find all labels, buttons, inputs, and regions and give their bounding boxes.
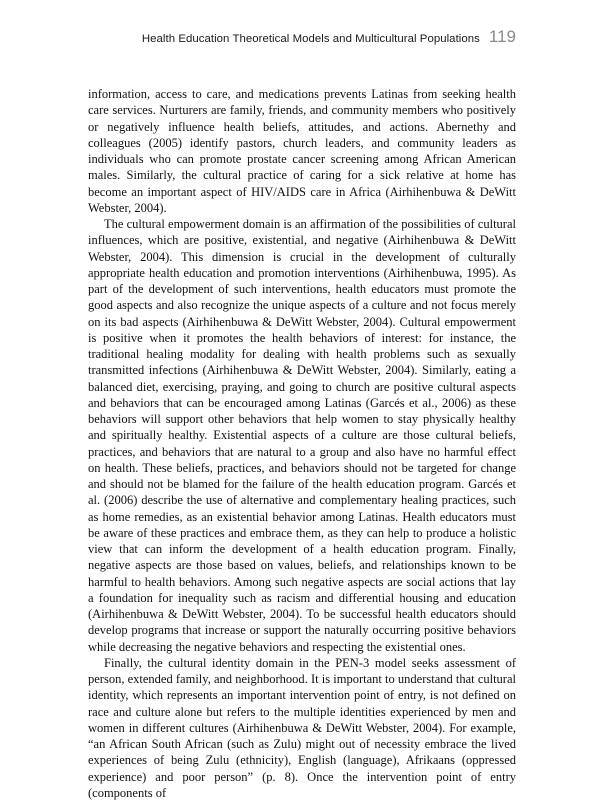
paragraph-cultural-identity: Finally, the cultural identity domain in the PEN-3 model seeks assessment of person, extended family, and neighborhood. It is important to understand that cultural identity, which represents an important intervention point of entry, is not defined on race and culture alone but refers to the multiple identities experienced by men and women in different cultures (Airhihenbuwa & DeWitt Webster, 2004). For example, “an African South African (such as Zulu) might out of necessity embrace the lived experiences of being Zulu (ethnicity), English (language), Afrikaans (oppressed experience) and poor person” (p. 8). Once the intervention point of entry (components of (88, 655, 516, 800)
running-head: Health Education Theoretical Models and Multicultural Populations (141, 33, 480, 45)
page-header (88, 27, 516, 57)
paragraph-cultural-empowerment: The cultural empowerment domain is an affirmation of the possibilities of cultural influences, which are positive, existential, and negative (Airhihenbuwa & DeWitt Webster, 2004). This dimension is crucial in the development of culturally appropriate health education and promotion interventions (Airhihenbuwa, 1995). As part of the development of such interventions, health educators must promote the good aspects and also recognize the unique aspects of a culture and not focus merely on its bad aspects (Airhihenbuwa & DeWitt Webster, 2004). Cultural empowerment is positive when it promotes the health behaviors of interest: for instance, the traditional healing modality for dealing with health problems such as sexually transmitted infections (Airhihenbuwa & DeWitt Webster, 2004). Similarly, eating a balanced diet, exercising, praying, and going to church are positive cultural aspects and behaviors that can be encouraged among Latinas (Garcés et al., 2006) as these behaviors will support other behaviors that help women to stay physically healthy and spiritually healthy. Existential aspects of a culture are those cultural beliefs, practices, and behaviors that are natural to a group and also have no harmful effect on health. These beliefs, practices, and behaviors should not be targeted for change and should not be blamed for the failure of the health education program. Garcés et al. (2006) describe the use of alternative and complementary healing practices, such as home remedies, as an existential behavior among Latinas. Health educators must be aware of these practices and embrace them, as they can help to produce a holistic view that can inform the development of a health education program. Finally, negative aspects are those based on values, beliefs, and relationships known to be harmful to health behaviors. Among such negative aspects are social actions that lay a foundation for inequality such as racism and differential housing and education (Airhihenbuwa & DeWitt Webster, 2004). To be successful health educators should develop programs that increase or support the naturally occurring positive behaviors while decreasing the negative behaviors and respecting the existential ones. (88, 217, 516, 654)
body-text (88, 86, 516, 801)
paragraph-continuation: information, access to care, and medications prevents Latinas from seeking health care services. Nurturers are family, friends, and community members who positively or negatively influence health beliefs, attitudes, and actions. Abernethy and colleagues (2005) identify pastors, church leaders, and community leaders as individuals who can promote prostate cancer screening among African American males. Similarly, the cultural practice of caring for a sick relative at home has become an important aspect of HIV/AIDS care in Africa (Airhihenbuwa & DeWitt Webster, 2004). (88, 87, 516, 215)
page-number: 119 (488, 27, 516, 46)
